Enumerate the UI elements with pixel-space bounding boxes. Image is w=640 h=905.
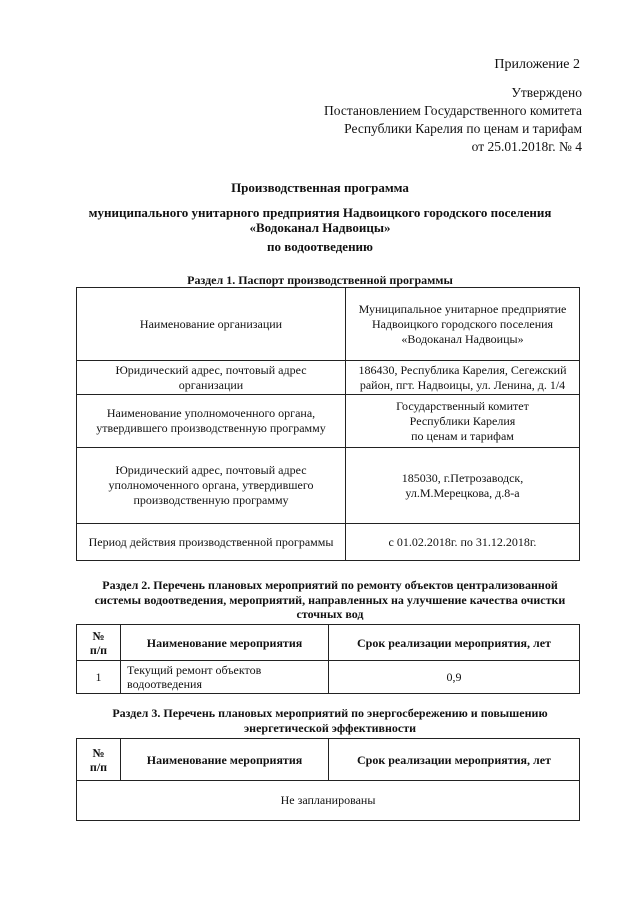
row-value: 186430, Республика Карелия, Сегежский район, пгт. Надвоицы, ул. Ленина, д. 1/4 xyxy=(346,361,580,395)
document-scope: по водоотведению xyxy=(267,239,373,254)
table-row xyxy=(77,288,580,361)
appendix-label: Приложение 2 xyxy=(494,57,580,72)
table-row xyxy=(77,448,580,524)
column-header-term: Срок реализации мероприятия, лет xyxy=(329,625,580,661)
row-number: 1 xyxy=(77,661,121,694)
table-header-row xyxy=(77,739,580,781)
column-header-name: Наименование мероприятия xyxy=(121,625,329,661)
row-name: Текущий ремонт объектов водоотведения xyxy=(121,661,329,694)
approval-line: Утверждено xyxy=(511,85,582,100)
subtitle-line: «Водоканал Надвоицы» xyxy=(249,220,391,235)
row-label: Наименование организации xyxy=(77,288,346,361)
column-header-number: № п/п xyxy=(77,625,121,661)
approval-line: Постановлением Государственного комитета xyxy=(324,103,582,118)
heading-line: системы водоотведения, мероприятий, направленных на улучшение качества очистки xyxy=(94,592,566,607)
document-title: Производственная программа xyxy=(231,180,409,195)
section-3-heading xyxy=(80,706,580,735)
repair-plan-table xyxy=(76,624,580,694)
section-2-heading xyxy=(80,578,580,622)
heading-line: Раздел 3. Перечень плановых мероприятий по энергосбережению и повышению xyxy=(112,706,548,720)
column-header-term: Срок реализации мероприятия, лет xyxy=(329,739,580,781)
approval-block xyxy=(324,84,582,156)
column-header-name: Наименование мероприятия xyxy=(121,739,329,781)
row-value: 185030, г.Петрозаводск, ул.М.Мерецкова, д.8-а xyxy=(346,448,580,524)
row-label: Юридический адрес, почтовый адрес организации xyxy=(77,361,346,395)
column-header-number: № п/п xyxy=(77,739,121,781)
table-row xyxy=(77,781,580,821)
heading-line: энергетической эффективности xyxy=(243,720,417,735)
approval-line: от 25.01.2018г. № 4 xyxy=(471,139,582,154)
section-1-heading: Раздел 1. Паспорт производственной программы xyxy=(187,273,453,287)
heading-line: Раздел 2. Перечень плановых мероприятий по ремонту объектов централизованной xyxy=(102,578,558,592)
table-row xyxy=(77,524,580,561)
row-value: Муниципальное унитарное предприятие Надвоицкого городского поселения «Водоканал Надвоицы» xyxy=(346,288,580,361)
row-label: Наименование уполномоченного органа, утвердившего производственную программу xyxy=(77,395,346,448)
row-term: 0,9 xyxy=(329,661,580,694)
table-row xyxy=(77,361,580,395)
subtitle-line: муниципального унитарного предприятия Надвоицкого городского поселения xyxy=(88,205,552,220)
row-label: Юридический адрес, почтовый адрес уполномоченного органа, утвердившего производственную программу xyxy=(77,448,346,524)
approval-line: Республики Карелия по ценам и тарифам xyxy=(344,121,582,136)
energy-plan-table xyxy=(76,738,580,821)
passport-table xyxy=(76,287,580,561)
heading-line: сточных вод xyxy=(296,607,364,621)
not-planned-note: Не запланированы xyxy=(77,781,580,821)
row-value: с 01.02.2018г. по 31.12.2018г. xyxy=(346,524,580,561)
row-value: Государственный комитет Республики Карелия по ценам и тарифам xyxy=(346,395,580,448)
table-row xyxy=(77,661,580,694)
table-header-row xyxy=(77,625,580,661)
row-label: Период действия производственной программы xyxy=(77,524,346,561)
table-row xyxy=(77,395,580,448)
document-subtitle xyxy=(0,205,640,235)
